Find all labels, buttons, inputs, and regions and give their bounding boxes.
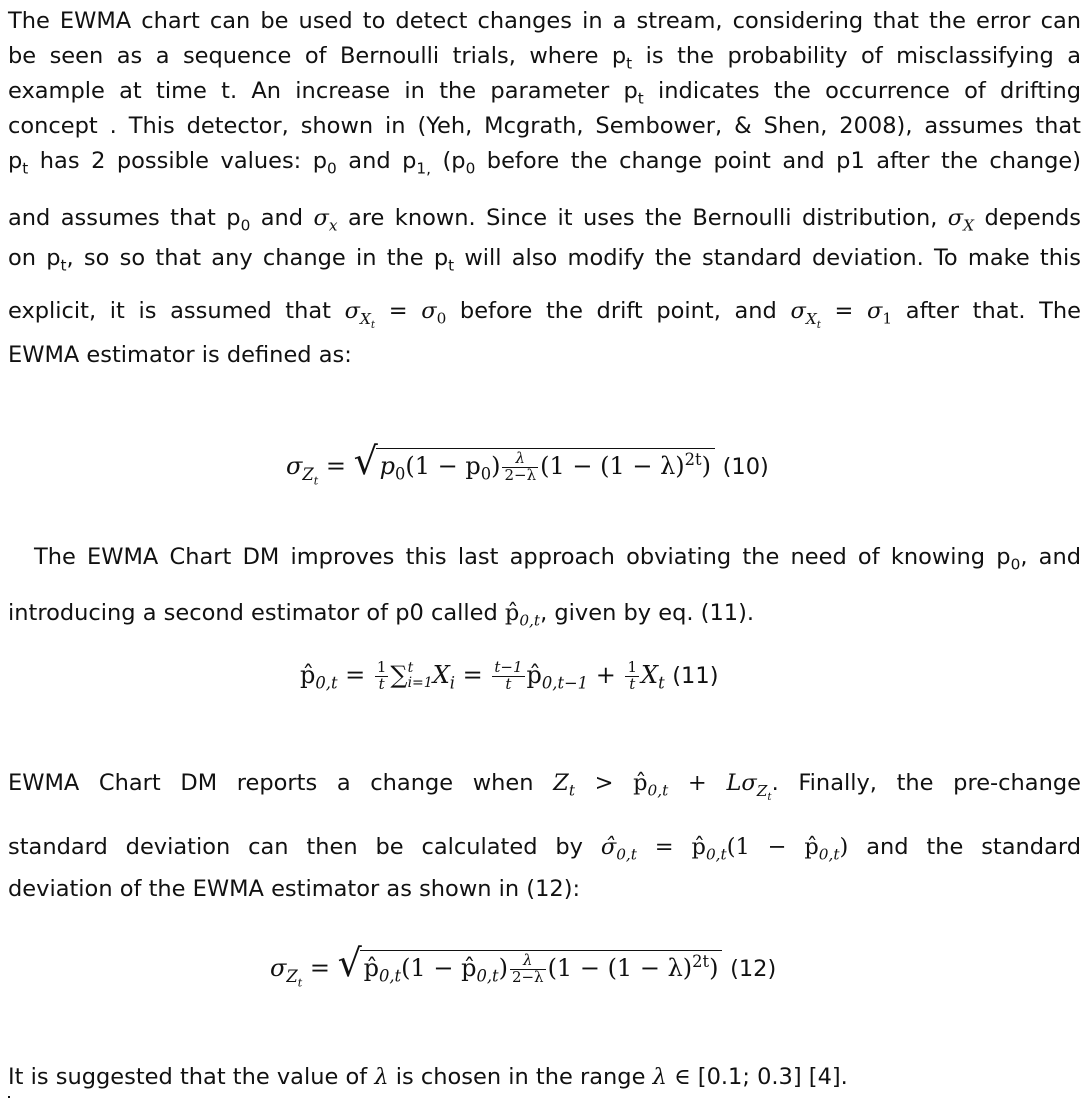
- fraction: $\frac{t-1}{t}$: [494, 658, 523, 693]
- equation-number: (12): [730, 955, 777, 982]
- paragraph-2-line-2: on $p_t$, so so that any change in the $p_t$ will also modify the standard deviation. To make this: [8, 245, 1081, 275]
- fraction: $\frac{1}{t}$: [627, 658, 637, 693]
- paragraph-1-line-1: The EWMA chart can be used to detect changes in a stream, considering that the error can: [8, 8, 1081, 34]
- equation-12: $\sigma_{Z_t}$ = √ $p̂_{0,t}(1$ − $p̂_{0,t}$) $\frac{\lambda}{2-\lambda}$ $(1 - (1 - \lambda)^{2t})$ (12): [270, 941, 777, 989]
- equation-number: (11): [672, 662, 719, 689]
- paragraph-1-line-3: example at time t. An increase in the parameter $p_t$ indicates the occurrence of drifting: [8, 78, 1081, 108]
- equation-number: (10): [722, 453, 769, 480]
- paragraph-5-line-1: It is suggested that the value of λ is chosen in the range λ ∈ [0.1; 0.3] [4].: [8, 1064, 848, 1090]
- paragraph-2-line-4: EWMA estimator is defined as:: [8, 342, 352, 368]
- paragraph-2-line-1: and assumes that $p_0$ and $\sigma_x$ are known. Since it uses the Bernoulli distribution, $\sigma_X$ depends: [8, 205, 1081, 235]
- equation-10: $\sigma_{Z_t}$ = √ $p_0(1 - p_0)$ $\frac{\lambda}{2-\lambda}$ $(1 - (1 - \lambda)^{2t})$ (10): [286, 439, 769, 487]
- paragraph-2-line-3: explicit, it is assumed that $\sigma_{X_t} = \sigma_0$ before the drift point, and $\sigma_{X_t} = \sigma_1$ after that. The: [8, 298, 1081, 331]
- fraction: $\frac{\lambda}{2-\lambda}$: [504, 449, 537, 484]
- paragraph-1-line-4: concept . This detector, shown in (Yeh, Mcgrath, Sembower, & Shen, 2008), assumes that: [8, 113, 1081, 139]
- square-root: √ $p̂_{0,t}(1$ − $p̂_{0,t}$) $\frac{\lambda}{2-\lambda}$ $(1 - (1 - \lambda)^{2t})$: [338, 950, 723, 986]
- paragraph-1-line-5: $p_t$ has 2 possible values: $p_0$ and $p_{1,}$ ($p_0$ before the change point and p1 after the change): [8, 148, 1081, 178]
- stray-mark: [8, 1096, 10, 1098]
- paragraph-1-line-2: be seen as a sequence of Bernoulli trials, where $p_t$ is the probability of misclassifying a: [8, 43, 1081, 73]
- square-root: √ $p_0(1 - p_0)$ $\frac{\lambda}{2-\lambda}$ $(1 - (1 - \lambda)^{2t})$: [354, 448, 715, 484]
- fraction: $\frac{\lambda}{2-\lambda}$: [511, 951, 544, 986]
- paragraph-4-line-3: deviation of the EWMA estimator as shown in (12):: [8, 876, 581, 902]
- fraction: $\frac{1}{t}$: [376, 658, 387, 693]
- equation-11: $p̂_{0,t}$ = $\frac{1}{t}$ ∑ t i=1 $X_i$ = $\frac{t-1}{t}$ $p̂_{0,t-1}$ + $\frac{1}{t}$ $X_t$ (11): [300, 658, 719, 693]
- paragraph-3-line-2: introducing a second estimator of p0 called $p̂_{0,t}$, given by eq. (11).: [8, 600, 755, 630]
- paragraph-3-line-1: The EWMA Chart DM improves this last approach obviating the need of knowing $p_0$, and: [34, 544, 1082, 574]
- paragraph-4-line-2: standard deviation can then be calculated by $\sigmâ_{0,t}$ = $p̂_{0,t}(1$ − $p̂_{0,t}$) and the standard: [8, 834, 1081, 864]
- paragraph-4-line-1: EWMA Chart DM reports a change when $Z_t$ > $p̂_{0,t} + L\sigma_{Z_t}$. Finally, the pre-change: [8, 770, 1081, 803]
